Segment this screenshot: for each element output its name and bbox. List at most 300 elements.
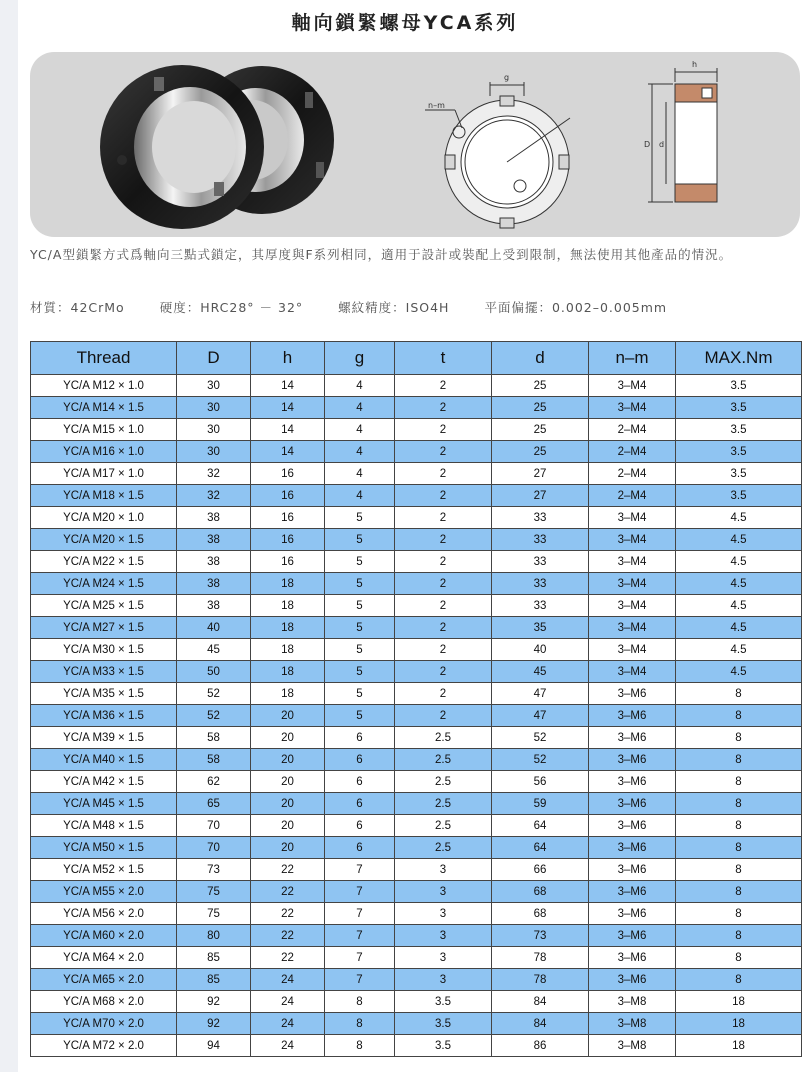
cell-h: 16 — [251, 463, 325, 485]
cell-d-inner: 64 — [492, 837, 589, 859]
cell-thread: YC/A M16 × 1.0 — [31, 441, 177, 463]
cell-d-outer: 70 — [177, 815, 251, 837]
cell-h: 24 — [251, 991, 325, 1013]
table-row — [31, 815, 802, 837]
table-body — [31, 375, 802, 1057]
cell-t: 2.5 — [395, 771, 492, 793]
cell-h: 24 — [251, 1035, 325, 1057]
header-h: h — [251, 342, 325, 375]
cell-thread: YC/A M24 × 1.5 — [31, 573, 177, 595]
table-row — [31, 639, 802, 661]
cell-t: 3 — [395, 859, 492, 881]
cell-g: 5 — [325, 507, 395, 529]
cell-thread: YC/A M36 × 1.5 — [31, 705, 177, 727]
cell-d-inner: 27 — [492, 485, 589, 507]
cell-t: 2 — [395, 507, 492, 529]
table-row — [31, 551, 802, 573]
cell-d-outer: 30 — [177, 441, 251, 463]
cell-h: 16 — [251, 529, 325, 551]
cell-d-outer: 62 — [177, 771, 251, 793]
cell-g: 4 — [325, 485, 395, 507]
cell-d-inner: 78 — [492, 947, 589, 969]
cell-h: 22 — [251, 903, 325, 925]
cell-d-outer: 40 — [177, 617, 251, 639]
cell-t: 2 — [395, 463, 492, 485]
cell-d-outer: 85 — [177, 969, 251, 991]
cell-d-outer: 58 — [177, 749, 251, 771]
cell-d-outer: 38 — [177, 573, 251, 595]
cell-g: 4 — [325, 463, 395, 485]
cell-t: 2 — [395, 705, 492, 727]
cell-h: 20 — [251, 705, 325, 727]
cell-t: 2.5 — [395, 815, 492, 837]
cell-n-m: 2–M4 — [589, 419, 676, 441]
cell-d-inner: 52 — [492, 749, 589, 771]
cell-t: 2 — [395, 485, 492, 507]
cell-n-m: 2–M4 — [589, 441, 676, 463]
cell-t: 2 — [395, 441, 492, 463]
cell-h: 18 — [251, 573, 325, 595]
cell-g: 4 — [325, 441, 395, 463]
cell-h: 16 — [251, 507, 325, 529]
cell-d-inner: 27 — [492, 463, 589, 485]
table-row — [31, 859, 802, 881]
cell-n-m: 3–M4 — [589, 375, 676, 397]
cell-d-outer: 38 — [177, 529, 251, 551]
cell-thread: YC/A M48 × 1.5 — [31, 815, 177, 837]
table-row — [31, 573, 802, 595]
cell-g: 7 — [325, 969, 395, 991]
cell-d-inner: 59 — [492, 793, 589, 815]
cell-d-outer: 94 — [177, 1035, 251, 1057]
cell-d-outer: 80 — [177, 925, 251, 947]
cell-max-nm: 8 — [676, 749, 802, 771]
cell-g: 6 — [325, 815, 395, 837]
spec-table — [30, 341, 802, 1057]
cell-thread: YC/A M72 × 2.0 — [31, 1035, 177, 1057]
cell-t: 2.5 — [395, 793, 492, 815]
header-t: t — [395, 342, 492, 375]
cell-t: 3 — [395, 903, 492, 925]
cell-max-nm: 8 — [676, 771, 802, 793]
cell-max-nm: 3.5 — [676, 419, 802, 441]
table-row — [31, 617, 802, 639]
header-g: g — [325, 342, 395, 375]
cell-thread: YC/A M20 × 1.5 — [31, 529, 177, 551]
spec-thread-precision: 螺紋精度：ISO4H — [338, 300, 450, 315]
product-illustration — [30, 52, 800, 237]
cell-n-m: 3–M8 — [589, 1013, 676, 1035]
cell-thread: YC/A M68 × 2.0 — [31, 991, 177, 1013]
cell-g: 5 — [325, 683, 395, 705]
cell-t: 3.5 — [395, 1035, 492, 1057]
cell-n-m: 3–M6 — [589, 683, 676, 705]
cell-thread: YC/A M20 × 1.0 — [31, 507, 177, 529]
cell-thread: YC/A M22 × 1.5 — [31, 551, 177, 573]
cell-max-nm: 8 — [676, 793, 802, 815]
table-row — [31, 881, 802, 903]
cell-thread: YC/A M15 × 1.0 — [31, 419, 177, 441]
table-header-row — [31, 342, 802, 375]
cell-n-m: 3–M4 — [589, 639, 676, 661]
cell-n-m: 3–M6 — [589, 793, 676, 815]
header-n-m: n–m — [589, 342, 676, 375]
label-g: g — [504, 73, 510, 82]
table-row — [31, 749, 802, 771]
cell-thread: YC/A M39 × 1.5 — [31, 727, 177, 749]
header-d-inner: d — [492, 342, 589, 375]
cell-d-outer: 38 — [177, 551, 251, 573]
cell-g: 6 — [325, 727, 395, 749]
cell-h: 20 — [251, 749, 325, 771]
cell-n-m: 3–M6 — [589, 859, 676, 881]
cell-thread: YC/A M45 × 1.5 — [31, 793, 177, 815]
cell-max-nm: 3.5 — [676, 441, 802, 463]
cell-g: 6 — [325, 793, 395, 815]
cell-t: 2.5 — [395, 749, 492, 771]
cell-max-nm: 4.5 — [676, 595, 802, 617]
cell-g: 8 — [325, 991, 395, 1013]
cell-max-nm: 3.5 — [676, 397, 802, 419]
cell-d-inner: 86 — [492, 1035, 589, 1057]
table-row — [31, 375, 802, 397]
cell-g: 5 — [325, 705, 395, 727]
cell-g: 8 — [325, 1035, 395, 1057]
cell-g: 7 — [325, 925, 395, 947]
cell-t: 3.5 — [395, 991, 492, 1013]
cell-n-m: 2–M4 — [589, 485, 676, 507]
cell-t: 2 — [395, 419, 492, 441]
cell-max-nm: 8 — [676, 947, 802, 969]
cell-h: 18 — [251, 595, 325, 617]
cell-max-nm: 18 — [676, 991, 802, 1013]
cell-d-inner: 25 — [492, 419, 589, 441]
nut-photo-front — [100, 65, 264, 229]
page-title: 軸向鎖緊螺母YCA系列 — [291, 12, 519, 34]
cell-t: 3 — [395, 925, 492, 947]
cell-thread: YC/A M50 × 1.5 — [31, 837, 177, 859]
cell-thread: YC/A M70 × 2.0 — [31, 1013, 177, 1035]
cell-h: 20 — [251, 815, 325, 837]
cell-n-m: 3–M6 — [589, 815, 676, 837]
cell-thread: YC/A M30 × 1.5 — [31, 639, 177, 661]
cell-g: 5 — [325, 661, 395, 683]
cell-d-inner: 33 — [492, 529, 589, 551]
cell-t: 2 — [395, 573, 492, 595]
cell-t: 2 — [395, 375, 492, 397]
front-view-drawing — [425, 82, 570, 228]
cell-max-nm: 8 — [676, 881, 802, 903]
header-d-outer: D — [177, 342, 251, 375]
cell-h: 24 — [251, 1013, 325, 1035]
table-row — [31, 485, 802, 507]
table-row — [31, 595, 802, 617]
table-row — [31, 705, 802, 727]
cell-n-m: 3–M6 — [589, 925, 676, 947]
cell-n-m: 3–M4 — [589, 529, 676, 551]
cell-d-outer: 32 — [177, 485, 251, 507]
product-description: YC/A型鎖緊方式爲軸向三點式鎖定，其厚度與F系列相同，適用于設計或裝配上受到限制，無法使用其他產品的情況。 — [30, 247, 733, 262]
cell-g: 5 — [325, 617, 395, 639]
cell-d-outer: 45 — [177, 639, 251, 661]
cell-t: 2 — [395, 595, 492, 617]
cell-max-nm: 4.5 — [676, 507, 802, 529]
table-row — [31, 793, 802, 815]
label-h: h — [692, 60, 698, 69]
cell-n-m: 3–M4 — [589, 573, 676, 595]
cell-max-nm: 3.5 — [676, 463, 802, 485]
table-row — [31, 529, 802, 551]
cell-n-m: 3–M4 — [589, 595, 676, 617]
cell-n-m: 3–M4 — [589, 617, 676, 639]
cell-d-outer: 38 — [177, 595, 251, 617]
cell-thread: YC/A M14 × 1.5 — [31, 397, 177, 419]
cell-d-inner: 66 — [492, 859, 589, 881]
cell-d-inner: 47 — [492, 705, 589, 727]
cell-g: 4 — [325, 397, 395, 419]
cell-d-inner: 35 — [492, 617, 589, 639]
header-thread: Thread — [31, 342, 177, 375]
cell-g: 6 — [325, 771, 395, 793]
cell-thread: YC/A M18 × 1.5 — [31, 485, 177, 507]
table-row — [31, 1035, 802, 1057]
cell-t: 3 — [395, 881, 492, 903]
cell-thread: YC/A M60 × 2.0 — [31, 925, 177, 947]
cell-n-m: 3–M4 — [589, 661, 676, 683]
table-row — [31, 661, 802, 683]
cell-d-inner: 78 — [492, 969, 589, 991]
cell-d-outer: 32 — [177, 463, 251, 485]
cell-thread: YC/A M33 × 1.5 — [31, 661, 177, 683]
cell-t: 3 — [395, 969, 492, 991]
cell-d-inner: 33 — [492, 507, 589, 529]
cell-d-outer: 92 — [177, 1013, 251, 1035]
cell-g: 5 — [325, 639, 395, 661]
cell-n-m: 3–M6 — [589, 727, 676, 749]
cell-h: 22 — [251, 881, 325, 903]
cell-max-nm: 8 — [676, 837, 802, 859]
table-row — [31, 419, 802, 441]
cell-d-outer: 92 — [177, 991, 251, 1013]
cell-d-outer: 75 — [177, 903, 251, 925]
cell-n-m: 3–M6 — [589, 947, 676, 969]
cell-t: 2 — [395, 529, 492, 551]
cell-d-outer: 70 — [177, 837, 251, 859]
cell-h: 24 — [251, 969, 325, 991]
side-view-drawing — [648, 68, 717, 202]
cell-thread: YC/A M35 × 1.5 — [31, 683, 177, 705]
spec-line — [30, 298, 697, 316]
cell-d-inner: 25 — [492, 375, 589, 397]
cell-d-inner: 84 — [492, 1013, 589, 1035]
cell-d-outer: 65 — [177, 793, 251, 815]
left-margin-strip — [0, 0, 18, 1072]
spec-flatness: 平面偏擺：0.002–0.005mm — [484, 300, 668, 315]
cell-d-inner: 47 — [492, 683, 589, 705]
cell-thread: YC/A M56 × 2.0 — [31, 903, 177, 925]
cell-max-nm: 8 — [676, 683, 802, 705]
cell-g: 5 — [325, 595, 395, 617]
cell-d-inner: 45 — [492, 661, 589, 683]
cell-max-nm: 8 — [676, 815, 802, 837]
cell-h: 14 — [251, 375, 325, 397]
cell-d-inner: 52 — [492, 727, 589, 749]
cell-d-outer: 52 — [177, 683, 251, 705]
table-row — [31, 441, 802, 463]
cell-h: 16 — [251, 551, 325, 573]
cell-max-nm: 18 — [676, 1013, 802, 1035]
cell-n-m: 3–M8 — [589, 991, 676, 1013]
cell-d-outer: 30 — [177, 419, 251, 441]
table-row — [31, 1013, 802, 1035]
cell-t: 3 — [395, 947, 492, 969]
cell-t: 3.5 — [395, 1013, 492, 1035]
table-row — [31, 837, 802, 859]
cell-max-nm: 4.5 — [676, 617, 802, 639]
cell-max-nm: 3.5 — [676, 485, 802, 507]
table-row — [31, 903, 802, 925]
cell-d-outer: 75 — [177, 881, 251, 903]
cell-d-inner: 25 — [492, 397, 589, 419]
label-d: d — [659, 140, 665, 149]
cell-h: 18 — [251, 683, 325, 705]
table-row — [31, 947, 802, 969]
cell-h: 22 — [251, 947, 325, 969]
table-row — [31, 991, 802, 1013]
cell-g: 6 — [325, 749, 395, 771]
cell-max-nm: 8 — [676, 859, 802, 881]
cell-t: 2.5 — [395, 837, 492, 859]
cell-thread: YC/A M52 × 1.5 — [31, 859, 177, 881]
cell-h: 18 — [251, 617, 325, 639]
cell-t: 2 — [395, 397, 492, 419]
label-nm: n–m — [428, 101, 445, 110]
table-row — [31, 771, 802, 793]
cell-max-nm: 18 — [676, 1035, 802, 1057]
label-D: D — [644, 140, 651, 149]
cell-d-inner: 33 — [492, 573, 589, 595]
cell-thread: YC/A M27 × 1.5 — [31, 617, 177, 639]
cell-h: 22 — [251, 859, 325, 881]
cell-d-inner: 33 — [492, 551, 589, 573]
cell-n-m: 3–M4 — [589, 551, 676, 573]
cell-g: 5 — [325, 529, 395, 551]
cell-h: 16 — [251, 485, 325, 507]
cell-max-nm: 4.5 — [676, 551, 802, 573]
cell-d-outer: 58 — [177, 727, 251, 749]
cell-g: 6 — [325, 837, 395, 859]
cell-t: 2 — [395, 617, 492, 639]
cell-n-m: 3–M6 — [589, 771, 676, 793]
cell-h: 14 — [251, 441, 325, 463]
cell-h: 20 — [251, 727, 325, 749]
cell-n-m: 3–M6 — [589, 837, 676, 859]
cell-thread: YC/A M42 × 1.5 — [31, 771, 177, 793]
cell-d-inner: 40 — [492, 639, 589, 661]
cell-g: 7 — [325, 859, 395, 881]
cell-n-m: 3–M4 — [589, 507, 676, 529]
cell-thread: YC/A M17 × 1.0 — [31, 463, 177, 485]
cell-d-outer: 73 — [177, 859, 251, 881]
cell-h: 14 — [251, 419, 325, 441]
spec-hardness: 硬度：HRC28° － 32° — [159, 300, 304, 315]
table-row — [31, 463, 802, 485]
cell-g: 4 — [325, 375, 395, 397]
cell-n-m: 2–M4 — [589, 463, 676, 485]
cell-max-nm: 4.5 — [676, 639, 802, 661]
cell-d-outer: 50 — [177, 661, 251, 683]
table-row — [31, 727, 802, 749]
cell-d-inner: 33 — [492, 595, 589, 617]
cell-d-outer: 52 — [177, 705, 251, 727]
cell-d-outer: 38 — [177, 507, 251, 529]
cell-thread: YC/A M40 × 1.5 — [31, 749, 177, 771]
cell-n-m: 3–M6 — [589, 881, 676, 903]
cell-n-m: 3–M6 — [589, 969, 676, 991]
cell-d-outer: 30 — [177, 375, 251, 397]
cell-max-nm: 8 — [676, 727, 802, 749]
spec-material: 材質：42CrMo — [30, 300, 125, 315]
cell-t: 2.5 — [395, 727, 492, 749]
cell-thread: YC/A M25 × 1.5 — [31, 595, 177, 617]
cell-d-inner: 56 — [492, 771, 589, 793]
table-row — [31, 925, 802, 947]
cell-g: 4 — [325, 419, 395, 441]
cell-g: 5 — [325, 573, 395, 595]
cell-n-m: 3–M4 — [589, 397, 676, 419]
cell-max-nm: 8 — [676, 969, 802, 991]
cell-g: 7 — [325, 947, 395, 969]
cell-thread: YC/A M65 × 2.0 — [31, 969, 177, 991]
cell-d-outer: 30 — [177, 397, 251, 419]
cell-g: 8 — [325, 1013, 395, 1035]
product-hero-panel — [30, 52, 800, 237]
cell-h: 14 — [251, 397, 325, 419]
cell-t: 2 — [395, 661, 492, 683]
cell-max-nm: 4.5 — [676, 661, 802, 683]
cell-g: 7 — [325, 903, 395, 925]
cell-t: 2 — [395, 551, 492, 573]
cell-max-nm: 4.5 — [676, 529, 802, 551]
cell-d-inner: 68 — [492, 903, 589, 925]
table-row — [31, 397, 802, 419]
cell-g: 7 — [325, 881, 395, 903]
cell-t: 2 — [395, 683, 492, 705]
cell-d-inner: 84 — [492, 991, 589, 1013]
cell-d-inner: 68 — [492, 881, 589, 903]
cell-g: 5 — [325, 551, 395, 573]
cell-d-inner: 73 — [492, 925, 589, 947]
cell-max-nm: 8 — [676, 925, 802, 947]
cell-thread: YC/A M64 × 2.0 — [31, 947, 177, 969]
cell-h: 22 — [251, 925, 325, 947]
cell-d-inner: 25 — [492, 441, 589, 463]
cell-max-nm: 4.5 — [676, 573, 802, 595]
cell-n-m: 3–M8 — [589, 1035, 676, 1057]
cell-h: 18 — [251, 639, 325, 661]
table-row — [31, 969, 802, 991]
header-max-nm: MAX.Nm — [676, 342, 802, 375]
cell-n-m: 3–M6 — [589, 705, 676, 727]
cell-h: 18 — [251, 661, 325, 683]
cell-d-inner: 64 — [492, 815, 589, 837]
cell-thread: YC/A M55 × 2.0 — [31, 881, 177, 903]
cell-max-nm: 3.5 — [676, 375, 802, 397]
cell-t: 2 — [395, 639, 492, 661]
cell-h: 20 — [251, 771, 325, 793]
cell-max-nm: 8 — [676, 705, 802, 727]
cell-n-m: 3–M6 — [589, 903, 676, 925]
